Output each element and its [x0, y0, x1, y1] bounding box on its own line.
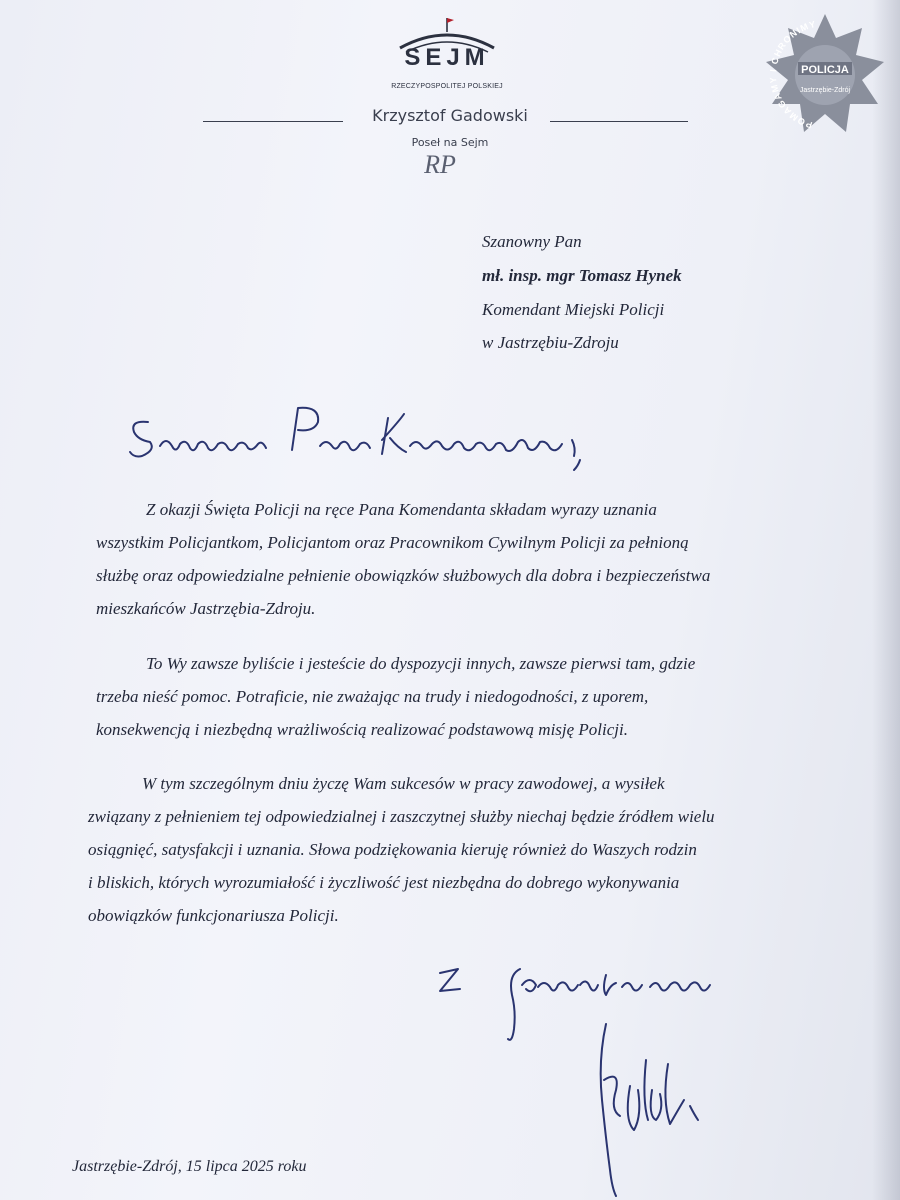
- place-and-date: Jastrzębie-Zdrój, 15 lipca 2025 roku: [72, 1158, 307, 1175]
- name-rule-left: [203, 121, 343, 122]
- body-line: konsekwencją i niezbędną wrażliwością realizować podstawową misję Policji.: [96, 720, 628, 739]
- body-line: związany z pełnieniem tej odpowiedzialnej i zaszczytnej służby niechaj będzie źródłem wielu: [88, 807, 715, 826]
- author-title: Poseł na Sejm: [411, 136, 489, 149]
- author-name: Krzysztof Gadowski: [372, 106, 528, 125]
- page-edge-shadow: [872, 0, 900, 1200]
- badge-ring-text: POMAGAMY I CHRONIMY: [767, 18, 818, 131]
- badge-title: POLICJA: [801, 64, 849, 76]
- body-line: To Wy zawsze byliście i jesteście do dyspozycji innych, zawsze pierwsi tam, gdzie: [146, 654, 696, 673]
- body-line: W tym szczególnym dniu życzę Wam sukcesów w pracy zawodowej, a wysiłek: [142, 774, 665, 793]
- addressee-location: w Jastrzębiu-Zdroju: [482, 333, 619, 352]
- body-line: i bliskich, których wyrozumiałość i życzliwość jest niezbędna do dobrego wykonywania: [88, 873, 680, 892]
- body-line: osiągnięć, satysfakcji i uznania. Słowa podziękowania kieruję również do Waszych rodzin: [88, 840, 697, 859]
- police-star-badge-icon: [760, 12, 890, 142]
- sejm-wordmark: SEJM: [404, 44, 490, 71]
- author-suffix: RP: [424, 150, 456, 179]
- body-line: obowiązków funkcjonariusza Policji.: [88, 906, 339, 925]
- sejm-subtitle: RZECZYPOSPOLITEJ POLSKIEJ: [391, 83, 503, 90]
- body-line: mieszkańców Jastrzębia-Zdroju.: [96, 599, 316, 618]
- body-paragraph-2: [96, 647, 826, 746]
- handwritten-greeting: [120, 400, 600, 480]
- body-paragraph-3: [88, 767, 828, 932]
- badge-subtitle: Jastrzębie-Zdrój: [799, 87, 851, 94]
- body-paragraph-1: [96, 493, 826, 625]
- body-line: wszystkim Policjantkom, Policjantom oraz Pracownikom Cywilnym Policji za pełnioną: [96, 533, 689, 552]
- name-rule-right: [550, 121, 688, 122]
- body-line: Z okazji Święta Policji na ręce Pana Komendanta składam wyrazy uznania: [146, 500, 657, 519]
- body-line: trzeba nieść pomoc. Potraficie, nie zważając na trudy i niedogodności, z uporem,: [96, 687, 649, 706]
- handwritten-signature: [590, 1020, 720, 1200]
- addressee-name: mł. insp. mgr Tomasz Hynek: [482, 266, 682, 285]
- addressee-role: Komendant Miejski Policji: [482, 300, 665, 319]
- addressee-salutation: Szanowny Pan: [482, 232, 582, 251]
- body-line: służbę oraz odpowiedzialne pełnienie obowiązków służbowych dla dobra i bezpieczeństwa: [96, 566, 711, 585]
